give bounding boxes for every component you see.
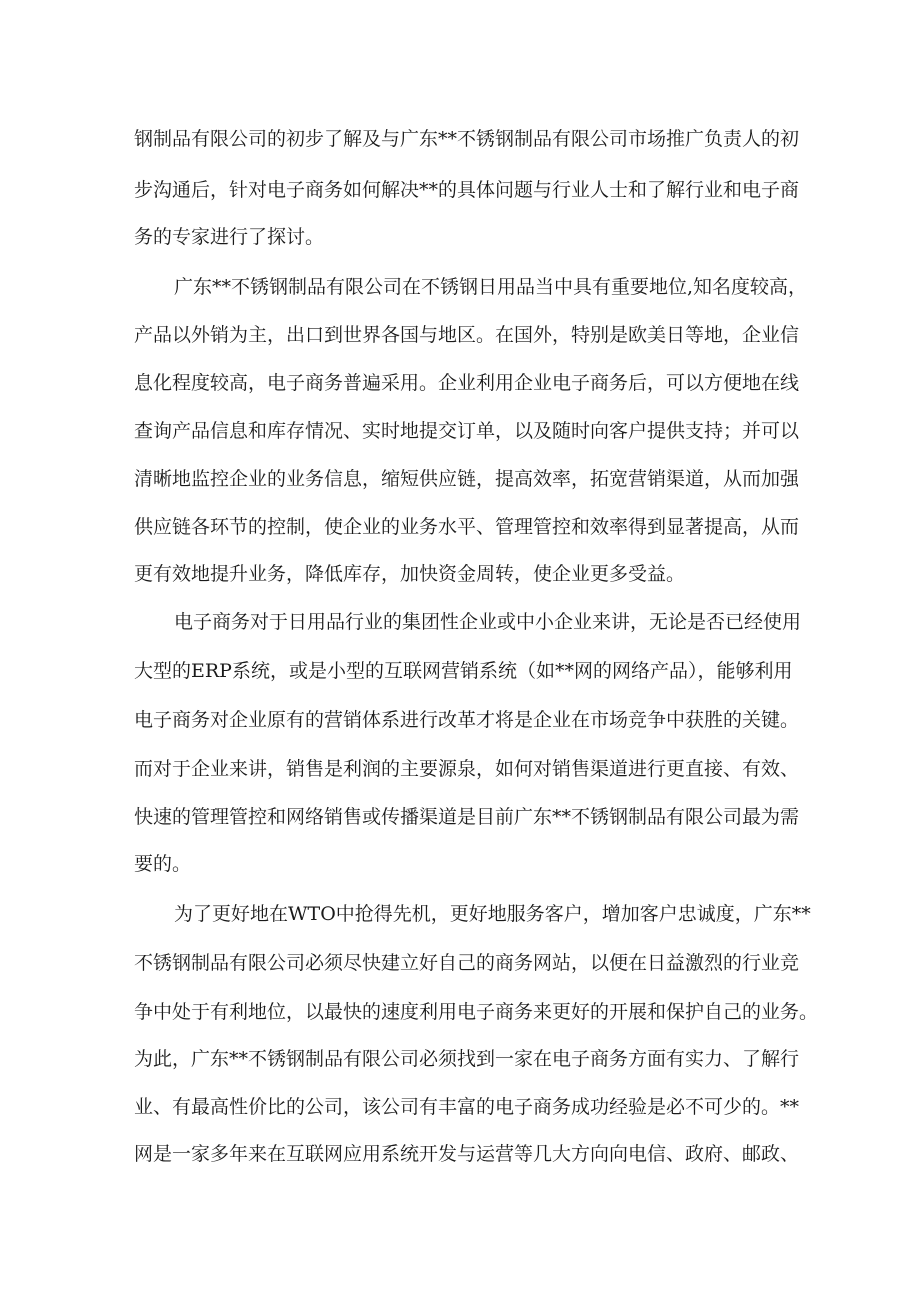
text-line: 电子商务对企业原有的营销体系进行改革才将是企业在市场竞争中获胜的关键。: [134, 709, 800, 731]
text-line: 步沟通后，针对电子商务如何解决**的具体问题与行业人士和了解行业和电子商: [134, 179, 800, 201]
text-line: 钢制品有限公司的初步了解及与广东**不锈钢制品有限公司市场推广负责人的初: [134, 128, 800, 150]
text-line: 务的专家进行了探讨。: [134, 226, 325, 248]
text-line: 不锈钢制品有限公司必须尽快建立好自己的商务网站，以便在日益激烈的行业竞: [134, 952, 800, 974]
text-line: 为了更好地在WTO中抢得先机，更好地服务客户，增加客户忠诚度，广东**: [174, 903, 811, 925]
text-line: 清晰地监控企业的业务信息，缩短供应链，提高效率，拓宽营销渠道，从而加强: [134, 468, 800, 490]
text-line: 业、有最高性价比的公司，该公司有丰富的电子商务成功经验是必不可少的。**: [134, 1096, 800, 1118]
text-line: 大型的ERP系统，或是小型的互联网营销系统（如**网的网络产品），能够利用: [134, 660, 793, 682]
text-line: 息化程度较高，电子商务普遍采用。企业利用企业电子商务后，可以方便地在线: [134, 372, 800, 394]
text-line: 更有效地提升业务，降低库存，加快资金周转，使企业更多受益。: [134, 563, 686, 585]
text-line: 电子商务对于日用品行业的集团性企业或中小企业来讲，无论是否已经使用: [174, 611, 802, 633]
text-line: 快速的管理管控和网络销售或传播渠道是目前广东**不锈钢制品有限公司最为需: [134, 806, 800, 828]
text-line: 供应链各环节的控制，使企业的业务水平、管理管控和效率得到显著提高，从而: [134, 516, 800, 538]
text-line: 为此，广东**不锈钢制品有限公司必须找到一家在电子商务方面有实力、了解行: [134, 1048, 800, 1070]
text-line: 查询产品信息和库存情况、实时地提交订单，以及随时向客户提供支持；并可以: [134, 420, 800, 442]
text-line: 产品以外销为主，出口到世界各国与地区。在国外，特别是欧美日等地，企业信: [134, 324, 800, 346]
text-line: 广东**不锈钢制品有限公司在不锈钢日用品当中具有重要地位,知名度较高，: [174, 276, 808, 298]
text-line: 网是一家多年来在互联网应用系统开发与运营等几大方向向电信、政府、邮政、: [134, 1143, 800, 1165]
text-line: 争中处于有利地位，以最快的速度利用电子商务来更好的开展和保护自己的业务。: [134, 1001, 819, 1023]
text-line: 而对于企业来讲，销售是利润的主要源泉，如何对销售渠道进行更直接、有效、: [134, 758, 800, 780]
text-line: 要的。: [134, 853, 192, 875]
